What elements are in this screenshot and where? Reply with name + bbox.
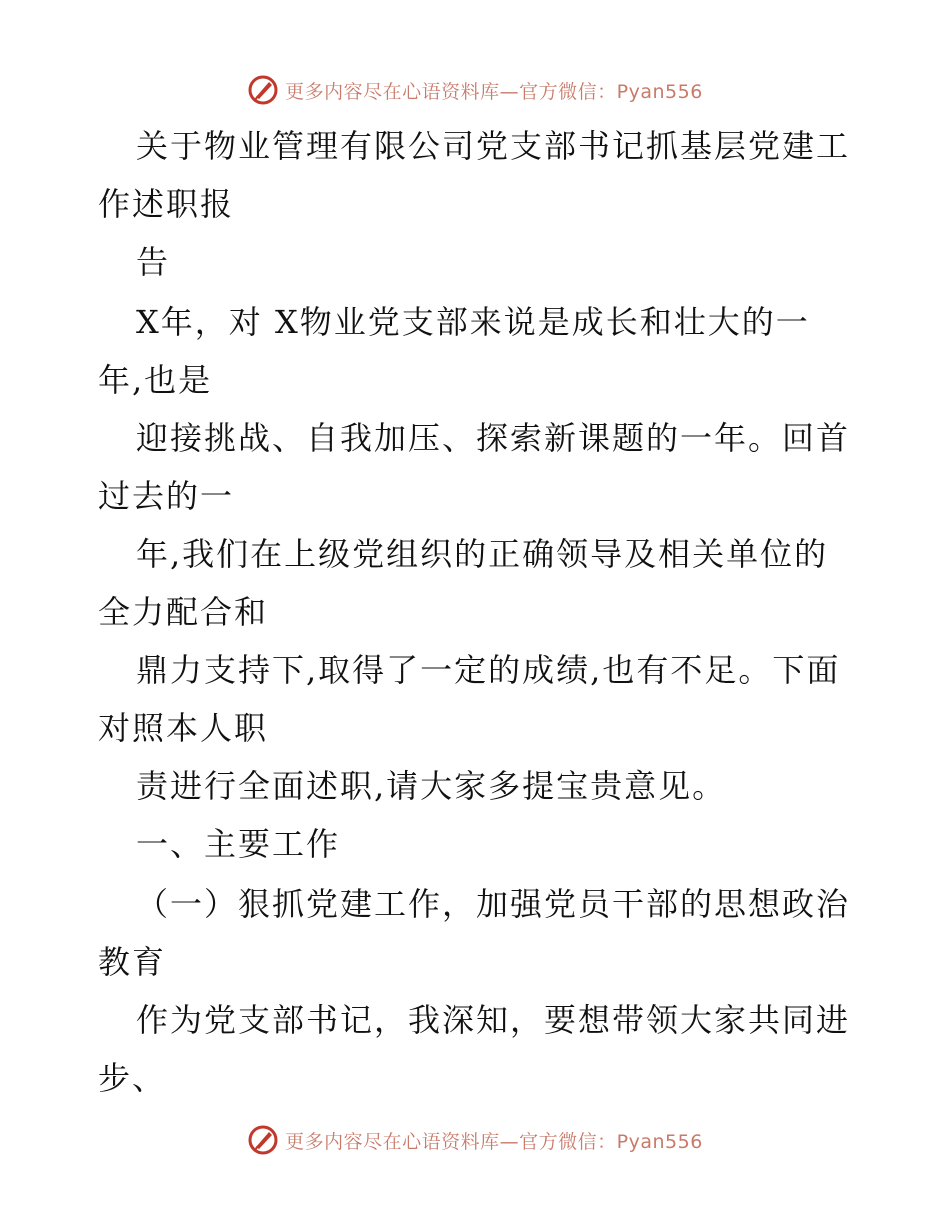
red-quill-logo-icon (247, 74, 279, 106)
title-line-2: 作述职报 (98, 185, 235, 223)
paragraph-line: 过去的一 (98, 477, 235, 515)
paragraph-line: 年,也是 (98, 361, 213, 399)
title-line-3: 告 (136, 243, 171, 281)
paragraph-line: 全力配合和 (98, 593, 269, 631)
header-banner (0, 70, 950, 110)
paragraph-line: 步、 (98, 1059, 167, 1097)
footer-banner (0, 1120, 950, 1160)
header-wechat-id: Pyan556 (616, 80, 703, 103)
title-line-1: 关于物业管理有限公司党支部书记抓基层党建工 (136, 127, 851, 165)
header-banner-label: 更多内容尽在心语资料库—官方微信： (285, 80, 617, 103)
paragraph-line: X年，对 X物业党支部来说是成长和壮大的一 (136, 303, 810, 341)
paragraph-line: 迎接挑战、自我加压、探索新课题的一年。回首 (136, 419, 851, 457)
paragraph-line: 对照本人职 (98, 709, 269, 747)
paragraph-line: 责进行全面述职,请大家多提宝贵意见。 (136, 767, 727, 805)
paragraph-line: 年,我们在上级党组织的正确领导及相关单位的 (136, 535, 829, 573)
paragraph-line: 鼎力支持下,取得了一定的成绩,也有不足。下面 (136, 651, 841, 689)
subsection-heading-cont: 教育 (98, 943, 167, 981)
subsection-heading: （一）狠抓党建工作，加强党员干部的思想政治 (136, 885, 851, 923)
footer-banner-label: 更多内容尽在心语资料库—官方微信： (285, 1130, 617, 1153)
paragraph-line: 作为党支部书记，我深知，要想带领大家共同进 (136, 1001, 851, 1039)
footer-wechat-id: Pyan556 (616, 1130, 703, 1153)
header-banner-text (285, 77, 703, 104)
red-quill-logo-icon (247, 1124, 279, 1156)
section-heading: 一、主要工作 (136, 825, 341, 863)
footer-banner-text (285, 1127, 703, 1154)
